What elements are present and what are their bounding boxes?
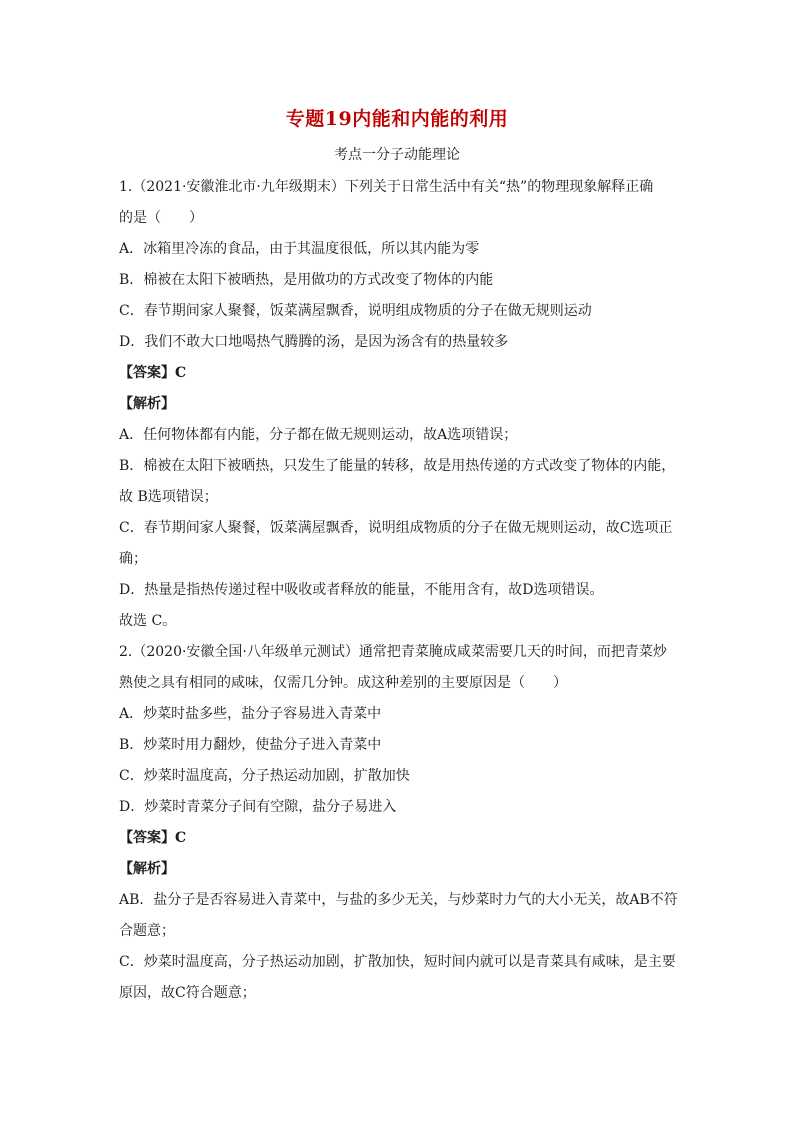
q1-stem-line-2: 的是（ ） xyxy=(119,210,203,226)
q1-analysis-line: C．春节期间家人聚餐，饭菜满屋飘香，说明组成物质的分子在做无规则运动，故C选项正 xyxy=(119,520,673,536)
q2-analysis-line: 原因，故C符合题意； xyxy=(119,985,256,1001)
q2-analysis-line: C．炒菜时温度高，分子热运动加剧，扩散加快，短时间内就可以是青菜具有咸味，是主要 xyxy=(119,954,676,970)
q2-analysis-line: AB．盐分子是否容易进入青菜中，与盐的多少无关，与炒菜时力气的大小无关，故AB不符 xyxy=(119,892,678,908)
q1-analysis-label: 【解析】 xyxy=(119,396,175,412)
q1-analysis-line: D．热量是指热传递过程中吸收或者释放的能量，不能用含有，故D选项错误。 xyxy=(119,582,604,598)
q2-option-c: C．炒菜时温度高，分子热运动加剧，扩散加快 xyxy=(119,768,410,784)
document-body xyxy=(119,172,679,1009)
q2-stem-line-2: 熟使之具有相同的咸味，仅需几分钟。成这种差别的主要原因是（ ） xyxy=(119,675,567,691)
q2-option-b: B．炒菜时用力翻炒，使盐分子进入青菜中 xyxy=(119,737,382,753)
q2-stem-line-1: 2.（2020·安徽全国·八年级单元测试）通常把青菜腌成咸菜需要几天的时间，而把青菜炒 xyxy=(119,644,667,660)
section-heading: 考点一分子动能理论 xyxy=(334,147,460,163)
q2-analysis-line: 合题意； xyxy=(119,923,175,939)
q1-analysis-line: B．棉被在太阳下被晒热，只发生了能量的转移，故是用热传递的方式改变了物体的内能， xyxy=(119,458,676,474)
q1-analysis-line: A．任何物体都有内能，分子都在做无规则运动，故A选项错误； xyxy=(119,427,518,443)
q1-option-c: C．春节期间家人聚餐，饭菜满屋飘香，说明组成物质的分子在做无规则运动 xyxy=(119,303,592,319)
page-title: 专题19内能和内能的利用 xyxy=(285,108,509,130)
q2-option-d: D．炒菜时青菜分子间有空隙，盐分子易进入 xyxy=(119,799,397,815)
q1-option-d: D．我们不敢大口地喝热气腾腾的汤，是因为汤含有的热量较多 xyxy=(119,334,509,350)
q1-option-a: A．冰箱里冷冻的食品，由于其温度很低，所以其内能为零 xyxy=(119,241,480,257)
q2-analysis-label: 【解析】 xyxy=(119,861,175,877)
q2-answer: 【答案】C xyxy=(119,830,187,846)
q1-option-b: B．棉被在太阳下被晒热，是用做功的方式改变了物体的内能 xyxy=(119,272,494,288)
q1-analysis-line: 确； xyxy=(119,551,147,567)
q2-option-a: A．炒菜时盐多些，盐分子容易进入青菜中 xyxy=(119,706,382,722)
q1-answer: 【答案】C xyxy=(119,365,187,381)
q1-analysis-line: 故选 C。 xyxy=(119,613,177,629)
q1-stem-line-1: 1.（2021·安徽淮北市·九年级期末）下列关于日常生活中有关“热”的物理现象解释正确 xyxy=(119,179,654,195)
q1-analysis-line: 故 B选项错误； xyxy=(119,489,218,505)
